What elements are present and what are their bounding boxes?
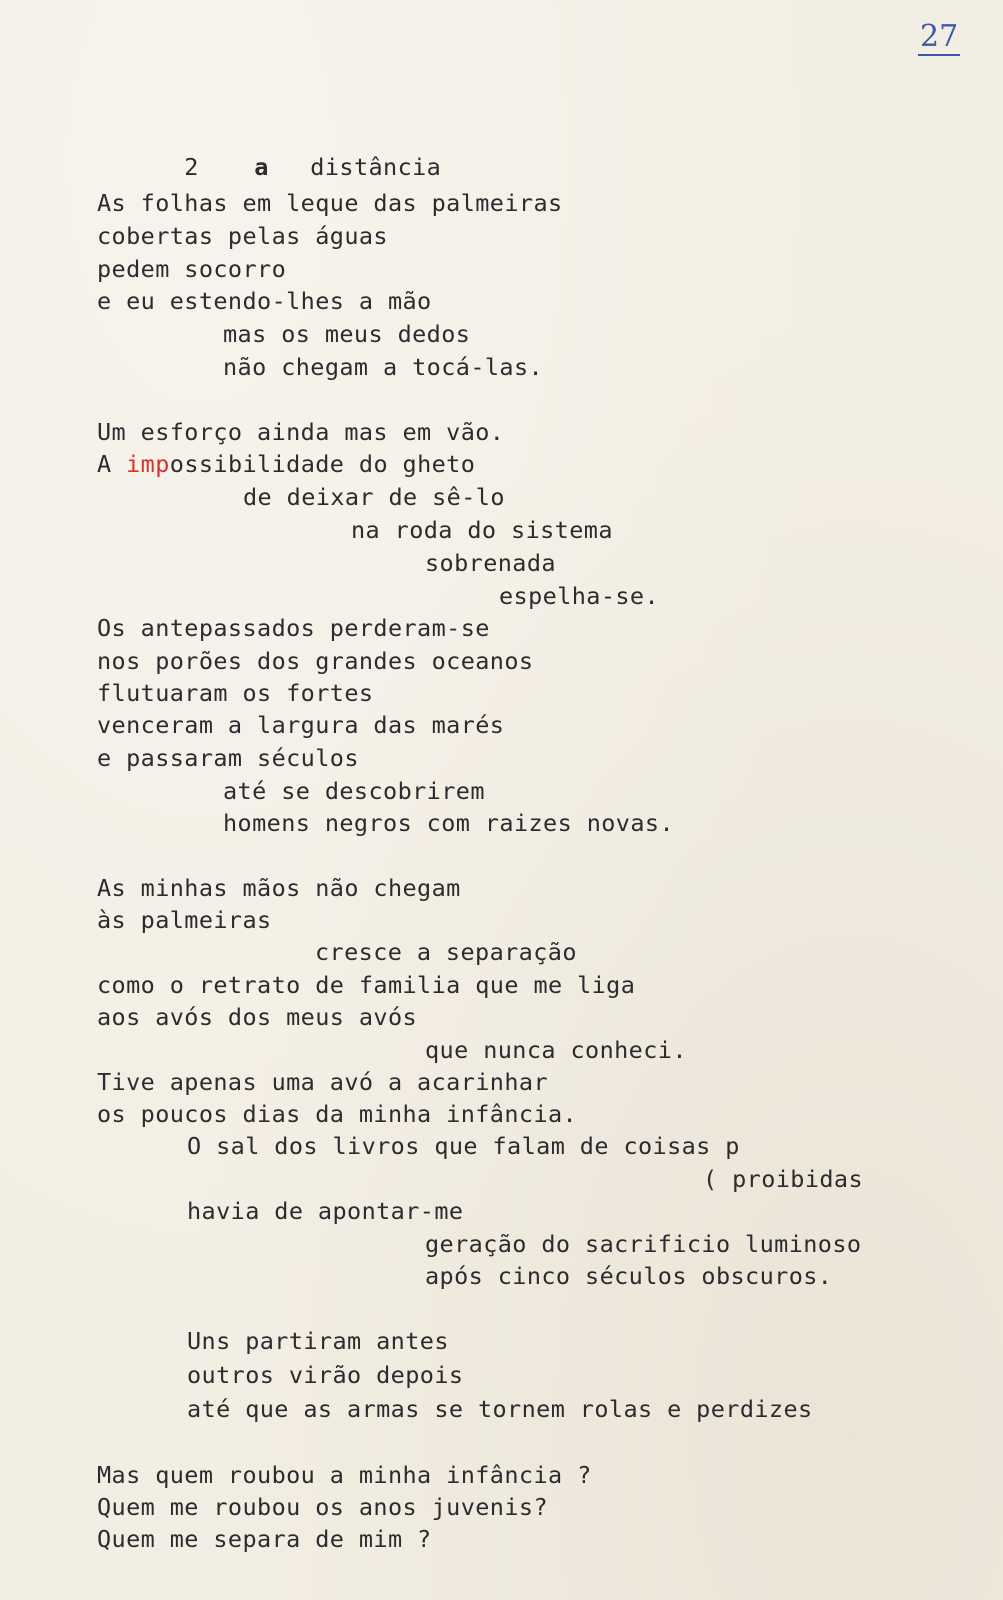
poem-line: Mas quem roubou a minha infância ?: [97, 1461, 592, 1489]
poem-line: geração do sacrificio luminoso: [425, 1230, 862, 1258]
poem-line: O sal dos livros que falam de coisas p: [187, 1132, 740, 1160]
poem-line: que nunca conheci.: [425, 1036, 687, 1064]
poem-line: Tive apenas uma avó a acarinhar: [97, 1068, 548, 1096]
poem-line: ( proibidas: [703, 1165, 864, 1193]
poem-line: pedem socorro: [97, 255, 287, 283]
poem-line: venceram a largura das marés: [97, 711, 505, 739]
poem-title-text: distância: [310, 153, 442, 181]
poem-line: Quem me roubou os anos juvenis?: [97, 1493, 548, 1521]
poem-line: espelha-se.: [499, 582, 660, 610]
poem-line: cobertas pelas águas: [97, 222, 388, 250]
poem-line: flutuaram os fortes: [97, 679, 374, 707]
poem-line: Quem me separa de mim ?: [97, 1525, 432, 1553]
poem-line: e eu estendo-lhes a mão: [97, 287, 432, 315]
poem-line: não chegam a tocá-las.: [223, 353, 544, 381]
poem-line: homens negros com raizes novas.: [223, 809, 674, 837]
poem-line: sobrenada: [425, 549, 556, 577]
poem-line: como o retrato de familia que me liga: [97, 971, 636, 999]
poem-line: Um esforço ainda mas em vão.: [97, 418, 505, 446]
poem-line: aos avós dos meus avós: [97, 1003, 418, 1031]
poem-line: e passaram séculos: [97, 744, 359, 772]
poem-line: Uns partiram antes: [187, 1327, 449, 1355]
poem-line: outros virão depois: [187, 1361, 464, 1389]
poem-line: As minhas mãos não chegam: [97, 874, 461, 902]
poem-line: As folhas em leque das palmeiras: [97, 189, 563, 217]
page-number: 27: [920, 19, 959, 54]
poem-line: de deixar de sê-lo: [243, 483, 505, 511]
poem-line: cresce a separação: [315, 938, 577, 966]
poem-title-article: a: [254, 153, 269, 181]
poem-line: até que as armas se tornem rolas e perdizes: [187, 1395, 813, 1423]
poem-number: 2: [184, 153, 199, 181]
poem-line: até se descobrirem: [223, 777, 485, 805]
poem-line: na roda do sistema: [351, 516, 613, 544]
poem-line: havia de apontar-me: [187, 1197, 464, 1225]
poem-line: após cinco séculos obscuros.: [425, 1262, 833, 1290]
poem-line: os poucos dias da minha infância.: [97, 1100, 578, 1128]
poem-line: A impossibilidade do gheto: [97, 450, 476, 478]
poem-line: Os antepassados perderam-se: [97, 614, 490, 642]
poem-line: às palmeiras: [97, 906, 272, 934]
poem-line: mas os meus dedos: [223, 320, 471, 348]
poem-line: nos porões dos grandes oceanos: [97, 647, 534, 675]
red-ink-correction: imp: [126, 450, 170, 478]
